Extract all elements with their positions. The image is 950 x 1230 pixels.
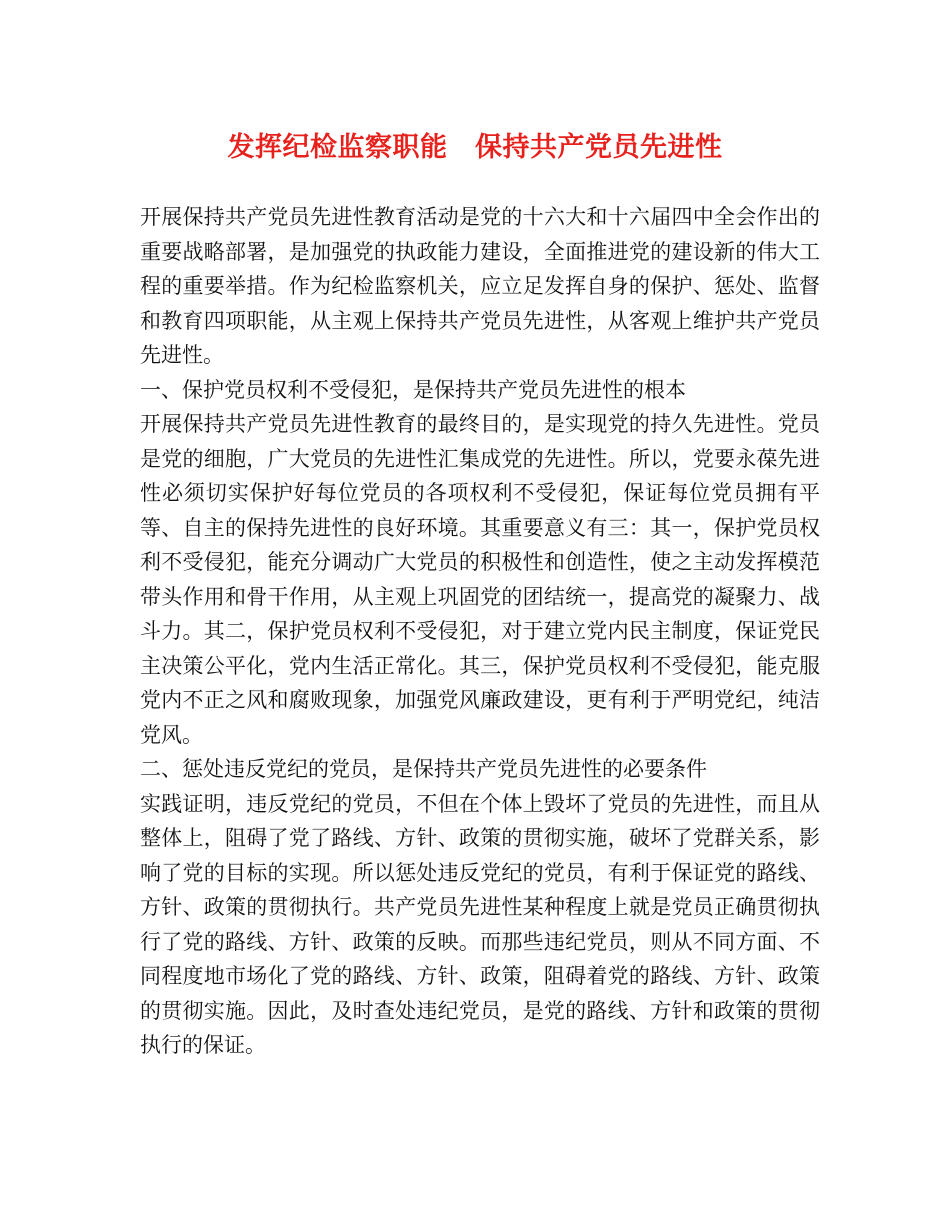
document-body xyxy=(140,200,820,1063)
document-title: 发挥纪检监察职能 保持共产党员先进性 xyxy=(227,132,723,163)
section-paragraph-1: 开展保持共产党员先进性教育的最终目的，是实现党的持久先进性。党员是党的细胞，广大党员的先进性汇集成党的先进性。所以，党要永葆先进性必须切实保护好每位党员的各项权利不受侵犯，保证每位党员拥有平等、自主的保持先进性的良好环境。其重要意义有三：其一，保护党员权利不受侵犯，能充分调动广大党员的积极性和创造性，使之主动发挥模范带头作用和骨干作用，从主观上巩固党的团结统一，提高党的凝聚力、战斗力。其二，保护党员权利不受侵犯，对于建立党内民主制度，保证党民主决策公平化，党内生活正常化。其三，保护党员权利不受侵犯，能克服党内不正之风和腐败现象，加强党风廉政建设，更有利于严明党纪，纯洁党风。 xyxy=(140,412,820,747)
intro-paragraph: 开展保持共产党员先进性教育活动是党的十六大和十六届四中全会作出的重要战略部署，是加强党的执政能力建设，全面推进党的建设新的伟大工程的重要举措。作为纪检监察机关，应立足发挥自身的保护、惩处、监督和教育四项职能，从主观上保持共产党员先进性，从客观上维护共产党员先进性。 xyxy=(140,205,820,367)
section-paragraph-2: 实践证明，违反党纪的党员，不但在个体上毁坏了党员的先进性，而且从整体上，阻碍了党了路线、方针、政策的贯彻实施，破坏了党群关系，影响了党的目标的实现。所以惩处违反党纪的党员，有利于保证党的路线、方针、政策的贯彻执行。共产党员先进性某种程度上就是党员正确贯彻执行了党的路线、方针、政策的反映。而那些违纪党员，则从不同方面、不同程度地市场化了党的路线、方针、政策，阻碍着党的路线、方针、政策的贯彻实施。因此，及时查处违纪党员，是党的路线、方针和政策的贯彻执行的保证。 xyxy=(140,791,820,1057)
section-heading-2: 二、惩处违反党纪的党员，是保持共产党员先进性的必要条件 xyxy=(140,757,707,781)
section-heading-1: 一、保护党员权利不受侵犯，是保持共产党员先进性的根本 xyxy=(140,377,686,402)
